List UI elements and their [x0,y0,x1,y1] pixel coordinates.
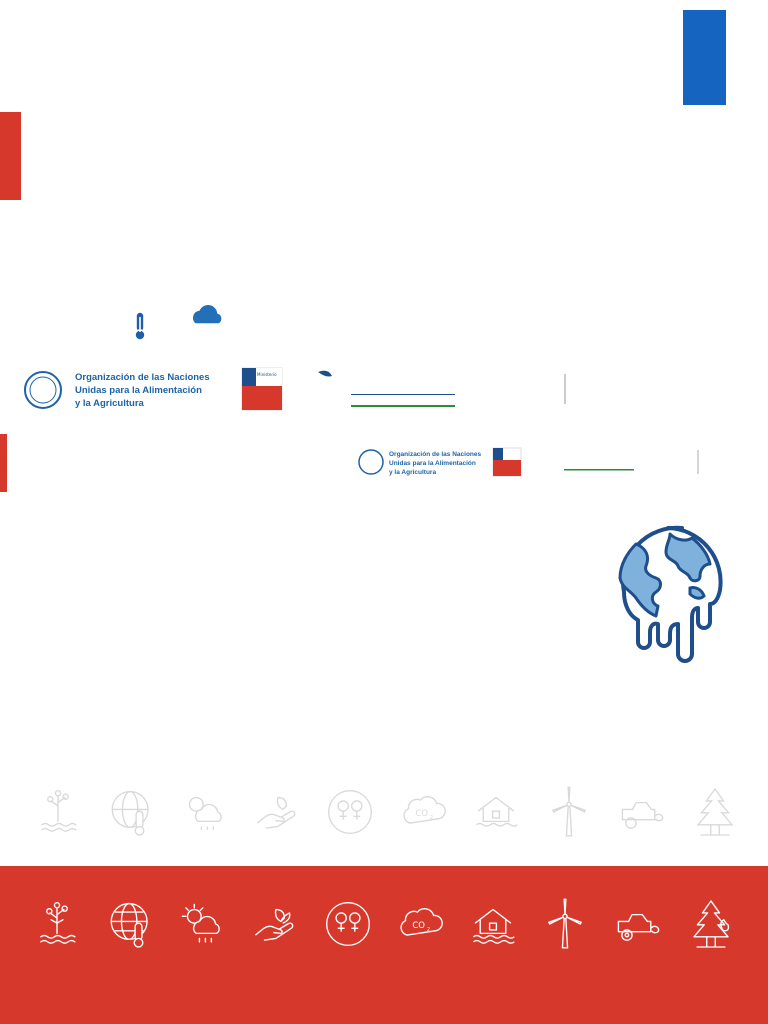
co2-cloud-icon [400,785,446,839]
topic-list [65,592,585,700]
tree-water-icon [30,282,84,344]
list-item [65,673,585,700]
partner-logos [21,360,747,418]
svg-text:2: 2 [428,315,433,323]
tree-fire-icon [684,282,738,344]
hand-plant-icon [248,282,302,344]
svg-text:Unidas para la Alimentación: Unidas para la Alimentación [389,460,476,467]
list-item [65,592,585,619]
tree-fire-icon [688,891,734,957]
house-flood-icon [470,891,516,957]
car-exhaust-icon [619,785,665,839]
globe-thermometer-icon [107,891,153,957]
melting-globe-icon [608,520,728,665]
tree-water-icon [34,891,80,957]
car-exhaust-icon [615,891,661,957]
tree-water-icon [35,785,81,839]
svg-text:CO: CO [411,309,427,321]
list-item [65,646,585,673]
svg-text:y la Agricultura: y la Agricultura [75,398,144,409]
svg-text:Organización de las Naciones: Organización de las Naciones [75,372,210,383]
svg-text:Unidas para la Alimentación: Unidas para la Alimentación [75,385,202,396]
fao-logo-small [359,450,481,476]
wind-turbine-icon [542,891,588,957]
partner-logos-small [356,442,756,482]
wind-turbine-icon [546,785,592,839]
cover-red-accent [0,112,21,200]
svg-text:CO: CO [412,921,426,932]
cover-icon-row [21,275,747,348]
globe-thermometer-icon [108,785,154,839]
house-flood-icon [473,785,519,839]
sun-cloud-rain-icon [179,891,225,957]
svg-text:y la Agricultura: y la Agricultura [389,469,437,476]
ministry-logo-small [493,448,521,476]
fao-logo [25,372,210,409]
co2-cloud-icon [397,891,443,957]
globe-thermometer-icon [103,282,157,344]
uchile-logo [318,371,455,407]
tree-fire-icon [692,785,738,839]
svg-text:2: 2 [427,926,431,933]
hand-plant-icon [254,785,300,839]
wind-turbine-icon [538,282,592,344]
svg-text:2: 2 [429,814,433,821]
gender-icon [321,282,375,344]
year-tab [683,10,726,105]
bottom-color-stripes [0,857,768,866]
slide2-red-accent [0,434,7,492]
co2-cloud-icon [393,282,447,344]
ministry-logo [242,368,282,410]
gender-icon [325,891,371,957]
part-slide-icon-row [21,884,747,964]
house-flood-icon [466,282,520,344]
svg-text:Ministerio: Ministerio [257,372,277,377]
car-exhaust-icon [611,282,665,344]
sun-cloud-rain-icon [175,282,229,344]
svg-text:Organización de las Naciones: Organización de las Naciones [389,451,482,458]
hand-plant-icon [252,891,298,957]
module-title-box [21,112,457,200]
svg-text:CO: CO [414,809,428,820]
list-item [65,619,585,646]
sun-cloud-rain-icon [181,785,227,839]
uchile-logo-small [564,469,634,471]
watermark-icon-row [21,782,751,842]
gender-icon [327,785,373,839]
part-slide [0,866,768,1024]
